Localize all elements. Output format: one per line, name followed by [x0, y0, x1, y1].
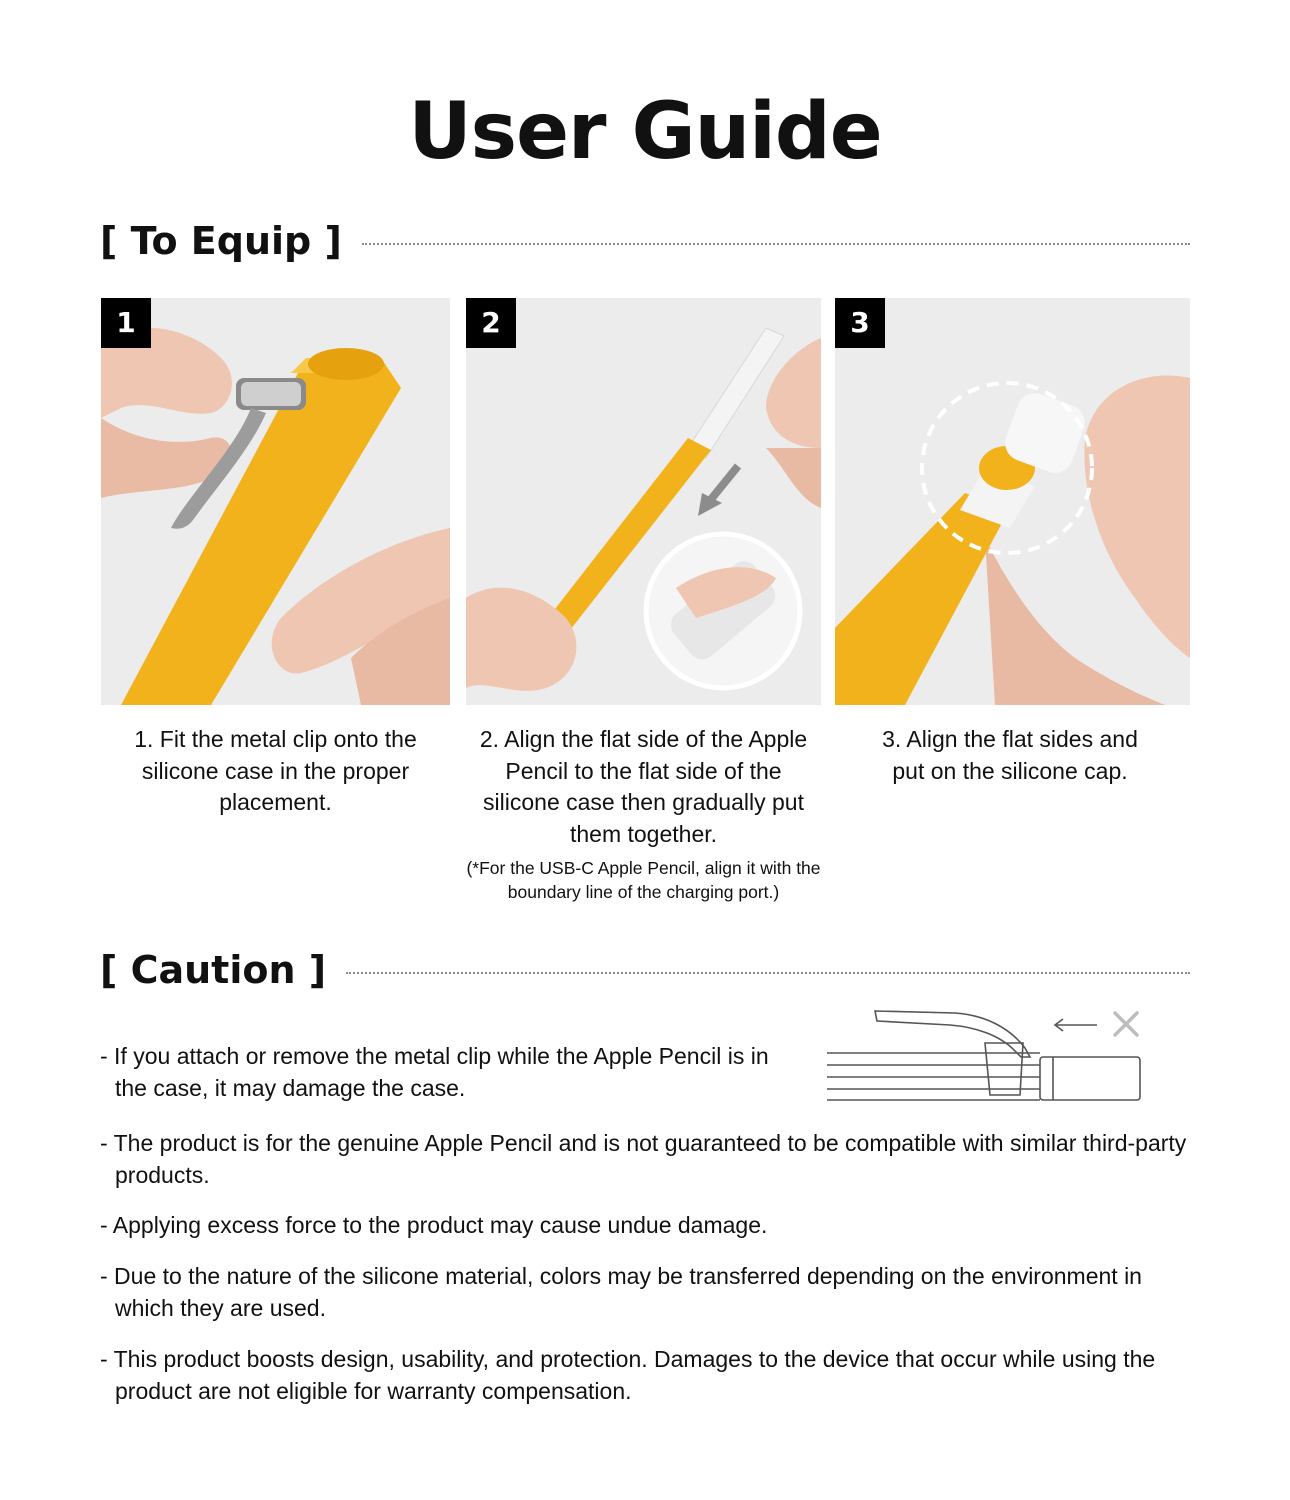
step-3-text: 3. Align the flat sides and put on the silicone cap.: [882, 726, 1138, 784]
step-2-text: 2. Align the flat side of the Apple Pencil to the flat side of the silicone case then gradually put them together.: [479, 726, 808, 847]
section-label: [ To Equip ]: [100, 219, 342, 263]
section-label: [ Caution ]: [100, 948, 327, 992]
step-1-text: 1. Fit the metal clip onto the silicone case in the proper placement.: [134, 726, 417, 815]
clip-case-illustration: [101, 298, 450, 705]
caution-item-4: - Due to the nature of the silicone material, colors may be transferred depending on the environment in which they are used.: [100, 1263, 1142, 1321]
step-2-photo: [466, 298, 821, 705]
step-2-badge: 2: [466, 298, 516, 348]
caution-item-5: - This product boosts design, usability, and protection. Damages to the device that occur while using the product are not eligible for warranty compensation.: [100, 1346, 1156, 1404]
pencil-insert-illustration: [466, 298, 821, 705]
section-heading-to-equip: [100, 216, 1190, 266]
section-heading-caution: [100, 945, 1190, 995]
dotted-divider: [362, 243, 1190, 245]
step-3-badge: 3: [835, 298, 885, 348]
dotted-divider: [346, 972, 1190, 974]
clip-warning-illustration: [825, 1003, 1145, 1108]
page-title: User Guide: [408, 87, 882, 177]
caution-item-3: - Applying excess force to the product may cause undue damage.: [100, 1212, 768, 1238]
step-2-note: (*For the USB-C Apple Pencil, align it with the boundary line of the charging port.): [466, 858, 821, 902]
caution-item-1: - If you attach or remove the metal clip while the Apple Pencil is in the case, it may damage the case.: [100, 1043, 769, 1101]
step-3-photo: [835, 298, 1190, 705]
step-1-badge: 1: [101, 298, 151, 348]
caution-item-2: - The product is for the genuine Apple Pencil and is not guaranteed to be compatible with similar third-party products.: [100, 1130, 1187, 1188]
step-1-photo: [101, 298, 450, 705]
cap-illustration: [835, 298, 1190, 705]
